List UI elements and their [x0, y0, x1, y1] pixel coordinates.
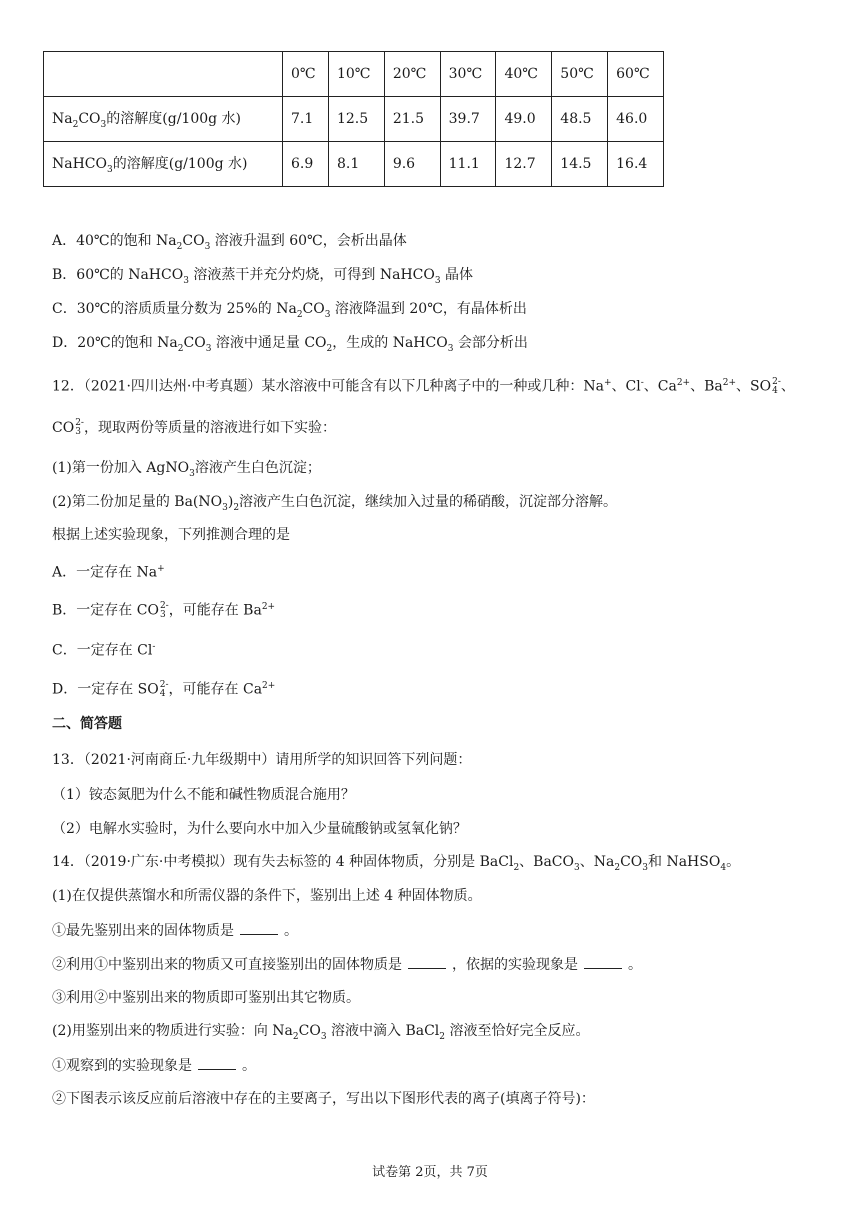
q14-task-2: ②下图表示该反应前后溶液中存在的主要离子，写出以下图形代表的离子(填离子符号)： — [52, 1091, 595, 1107]
table-header-cell: 0℃ — [283, 52, 329, 97]
q12-option-d[interactable]: D．一定存在 SO 2- 4 ，可能存在 $Ca^{2+}$ — [52, 679, 276, 699]
row-label: $Na_2CO_3$的溶解度(g/100g 水) — [44, 97, 283, 142]
section-heading: 二、简答题 — [52, 716, 122, 732]
table-cell: 46.0 — [608, 97, 664, 142]
table-cell: 16.4 — [608, 142, 664, 187]
table-cell: 8.1 — [328, 142, 384, 187]
q12-stem-line2: CO 2- 3 ，现取两份等质量的溶液进行如下实验： — [52, 418, 336, 437]
q11-option-a[interactable]: A．40℃的饱和 $Na_2CO_3$ 溶液升温到 60℃，会析出晶体 — [52, 233, 407, 252]
q14-step-2: ②利用①中鉴别出来的物质又可直接鉴别出的固体物质是 ，依据的实验现象是 。 — [52, 954, 642, 975]
q12-option-b[interactable]: B．一定存在 CO 2- 3 ，可能存在 $Ba^{2+}$ — [52, 600, 276, 620]
solubility-table — [43, 51, 664, 187]
answer-blank[interactable] — [584, 954, 622, 969]
q12-stem-line1: 12．（2021·四川达州·中考真题）某水溶液中可能含有以下几种离子中的一种或几种：Na+、Cl-、$Ca^{2+}$、$Ba^{2+}$、SO 2- 4 、 — [52, 376, 795, 396]
answer-blank[interactable] — [240, 920, 278, 935]
q11-option-b[interactable]: B．60℃的 NaHCO$_3$ 溶液蒸干并充分灼烧，可得到 NaHCO$_3$ 晶体 — [52, 267, 474, 286]
table-row — [44, 142, 664, 187]
table-header-cell: 20℃ — [384, 52, 440, 97]
q12-experiment-1: (1)第一份加入 AgNO$_3$溶液产生白色沉淀； — [52, 460, 321, 479]
q14-step-3: ③利用②中鉴别出来的物质即可鉴别出其它物质。 — [52, 990, 360, 1006]
q12-option-c[interactable]: C．一定存在 Cl- — [52, 642, 156, 659]
table-cell: 11.1 — [440, 142, 496, 187]
q13-part-1: （1）铵态氮肥为什么不能和碱性物质混合施用？ — [52, 787, 355, 803]
q12-question: 根据上述实验现象，下列推测合理的是 — [52, 527, 290, 543]
table-cell: 9.6 — [384, 142, 440, 187]
table-cell: 49.0 — [496, 97, 552, 142]
row-label: NaHCO$_3$的溶解度(g/100g 水) — [44, 142, 283, 187]
q14-part-1: (1)在仅提供蒸馏水和所需仪器的条件下，鉴别出上述 4 种固体物质。 — [52, 888, 482, 904]
table-header-row — [44, 52, 664, 97]
q14-task-1: ①观察到的实验现象是 。 — [52, 1055, 256, 1076]
table-header-cell — [44, 52, 283, 97]
q14-stem: 14．（2019·广东·中考模拟）现有失去标签的 4 种固体物质，分别是 BaCl$_2$、BaCO$_3$、$Na_2CO_3$和 NaHSO$_4$。 — [52, 854, 741, 873]
table-header-cell: 10℃ — [328, 52, 384, 97]
q11-option-d[interactable]: D．20℃的饱和 $Na_2CO_3$ 溶液中通足量 $CO_2$，生成的 NaHCO$_3$ 会部分析出 — [52, 335, 528, 354]
table-cell: 14.5 — [552, 142, 608, 187]
table-cell: 12.5 — [328, 97, 384, 142]
answer-blank[interactable] — [408, 954, 446, 969]
table-cell: 6.9 — [283, 142, 329, 187]
table-header-cell: 40℃ — [496, 52, 552, 97]
q11-option-c[interactable]: C．30℃的溶质质量分数为 25%的 $Na_2CO_3$ 溶液降温到 20℃，有晶体析出 — [52, 301, 527, 320]
q13-part-2: （2）电解水实验时，为什么要向水中加入少量硫酸钠或氢氧化钠？ — [52, 821, 467, 837]
q14-step-1: ①最先鉴别出来的固体物质是 。 — [52, 920, 298, 941]
q12-experiment-2: (2)第二份加足量的 $Ba(NO_3)_2$溶液产生白色沉淀，继续加入过量的稀硝酸，沉淀部分溶解。 — [52, 494, 618, 513]
table-cell: 39.7 — [440, 97, 496, 142]
answer-blank[interactable] — [198, 1055, 236, 1070]
table-cell: 21.5 — [384, 97, 440, 142]
table-cell: 48.5 — [552, 97, 608, 142]
table-header-cell: 50℃ — [552, 52, 608, 97]
page-footer: 试卷第 2页，共 7页 — [372, 1165, 488, 1180]
q12-option-a[interactable]: A．一定存在 Na+ — [52, 564, 165, 581]
table-row — [44, 97, 664, 142]
table-cell: 7.1 — [283, 97, 329, 142]
q14-part-2: (2)用鉴别出来的物质进行实验：向 $Na_2CO_3$ 溶液中滴入 BaCl$_2$ 溶液至恰好完全反应。 — [52, 1023, 590, 1042]
table-header-cell: 30℃ — [440, 52, 496, 97]
table-header-cell: 60℃ — [608, 52, 664, 97]
q13-stem: 13．（2021·河南商丘·九年级期中）请用所学的知识回答下列问题： — [52, 752, 472, 768]
table-cell: 12.7 — [496, 142, 552, 187]
